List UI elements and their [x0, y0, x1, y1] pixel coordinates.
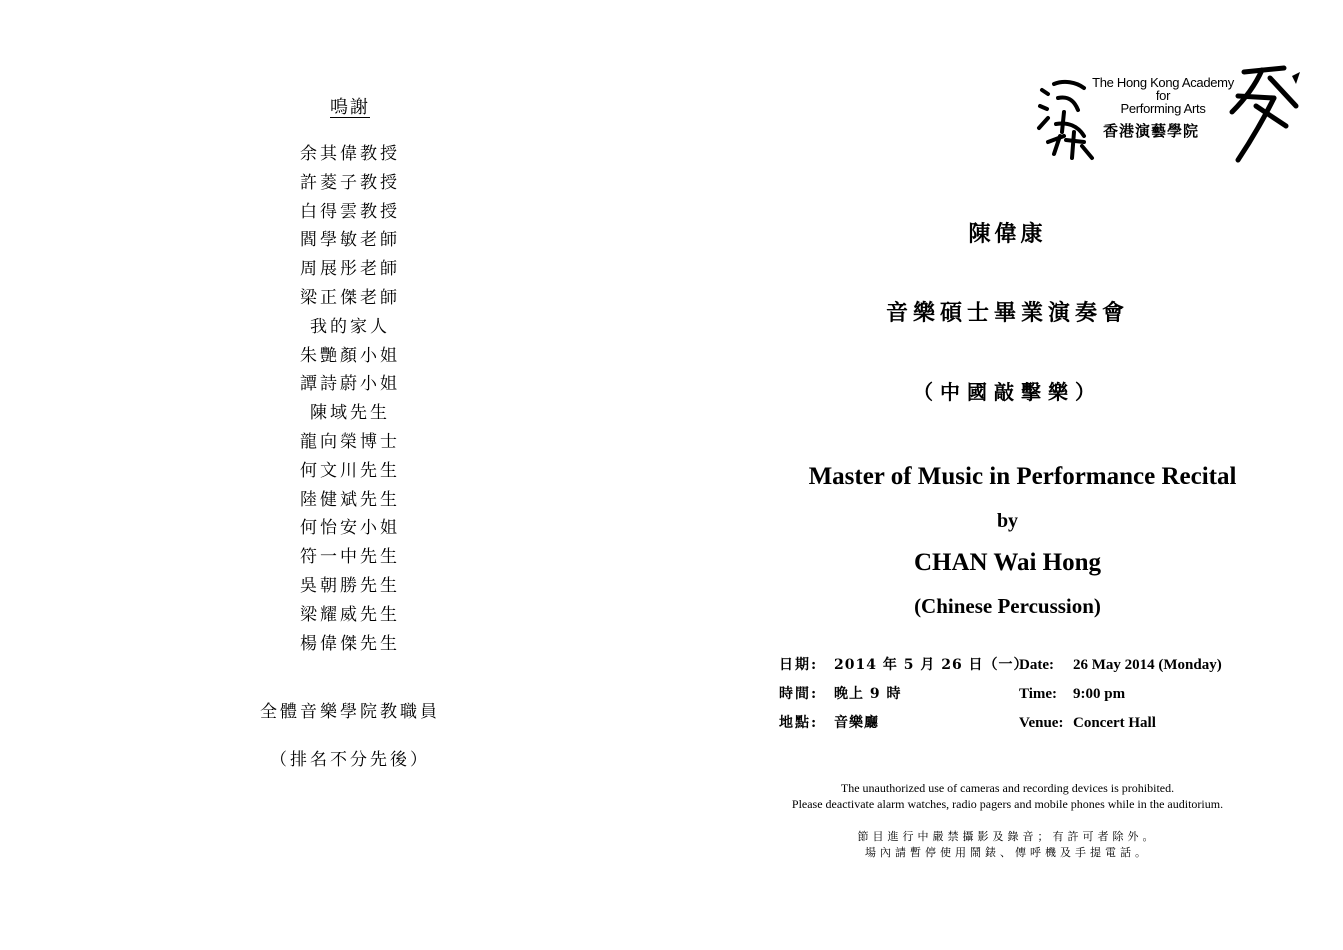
date-label-en: Date:: [1019, 657, 1054, 673]
performer-name-zh: 陳偉康: [968, 221, 1047, 247]
acknowledgement-name: 何怡安小姐: [300, 518, 400, 539]
acknowledgement-name: 龍向榮博士: [300, 431, 400, 452]
acknowledgement-name: 吳朝勝先生: [300, 575, 400, 596]
performer-name-en: CHAN Wai Hong: [913, 549, 1102, 576]
academy-name-en-line: for: [1155, 88, 1171, 103]
instrument-zh: （中國敲擊樂）: [913, 380, 1102, 404]
order-note: （排名不分先後）: [270, 750, 430, 770]
acknowledgement-name: 余其偉教授: [300, 144, 400, 164]
notice-zh-line: 節目進行中嚴禁攝影及錄音；有許可者除外。: [857, 830, 1158, 843]
academy-name-zh: 香港演藝學院: [1103, 122, 1200, 140]
notice-zh: [700, 829, 1315, 861]
recital-details: [779, 653, 1259, 740]
detail-row-time: [779, 682, 1259, 711]
venue-label-en: Venue:: [1019, 715, 1064, 731]
academy-logo: [1034, 62, 1302, 167]
academy-name-en-line: Performing Arts: [1120, 101, 1206, 116]
notice-en-line: The unauthorized use of cameras and recording devices is prohibited.: [840, 781, 1175, 795]
acknowledgement-name: 譚詩蔚小姐: [300, 374, 400, 395]
acknowledgement-name: 符一中先生: [300, 547, 400, 568]
time-label-zh: 時間:: [779, 686, 819, 702]
acknowledgement-name: 白得雲教授: [300, 201, 400, 222]
notice-zh-line: 場內請暫停使用鬧錶、傳呼機及手提電話。: [865, 846, 1150, 859]
date-value-en: 26 May 2014 (Monday): [1073, 657, 1222, 673]
notice-en-line: Please deactivate alarm watches, radio pagers and mobile phones while in the auditorium.: [791, 797, 1224, 811]
time-value-en: 9:00 pm: [1073, 686, 1126, 702]
by-label: by: [996, 510, 1019, 532]
detail-row-venue: [779, 711, 1259, 740]
acknowledgement-name: 周展彤老師: [300, 259, 400, 280]
acknowledgement-name: 陸健斌先生: [300, 489, 400, 510]
date-label-zh: 日期:: [779, 657, 819, 673]
detail-row-date: [779, 653, 1259, 682]
all-staff-line: 全體音樂學院教職員: [260, 702, 440, 722]
time-label-en: Time:: [1019, 686, 1058, 702]
date-value-zh: 2014 年 5 月 26 日（一）: [834, 657, 1029, 673]
venue-label-zh: 地點:: [779, 715, 819, 731]
venue-value-en: Concert Hall: [1073, 715, 1156, 731]
venue-value-zh: 音樂廳: [834, 715, 879, 731]
acknowledgement-name: 朱艷顏小姐: [300, 345, 400, 366]
acknowledgement-name: 何文川先生: [300, 460, 400, 481]
acknowledgement-name: 楊偉傑先生: [300, 633, 400, 654]
acknowledgement-name: 我的家人: [310, 316, 390, 337]
acknowledgement-name: 許菱子教授: [300, 172, 400, 193]
acknowledgement-name: 閻學敏老師: [300, 230, 400, 251]
acknowledgements-list: [0, 140, 700, 658]
notice-en: [700, 780, 1315, 812]
acknowledgement-name: 梁正傑老師: [300, 287, 400, 308]
instrument-en: (Chinese Percussion): [914, 594, 1101, 618]
academy-name-en-line: The Hong Kong Academy: [1092, 75, 1234, 90]
recital-title-zh: 音樂碩士畢業演奏會: [885, 300, 1129, 326]
cover-page: [700, 0, 1343, 950]
acknowledgement-name: 陳域先生: [310, 403, 390, 424]
acknowledgement-name: 梁耀威先生: [300, 604, 400, 625]
recital-title-en: Master of Music in Performance Recital: [808, 463, 1237, 490]
academy-name-en: [1088, 76, 1238, 115]
acknowledgements-title: 鳴謝: [330, 97, 370, 118]
time-value-zh: 晚上 9 時: [834, 686, 902, 702]
